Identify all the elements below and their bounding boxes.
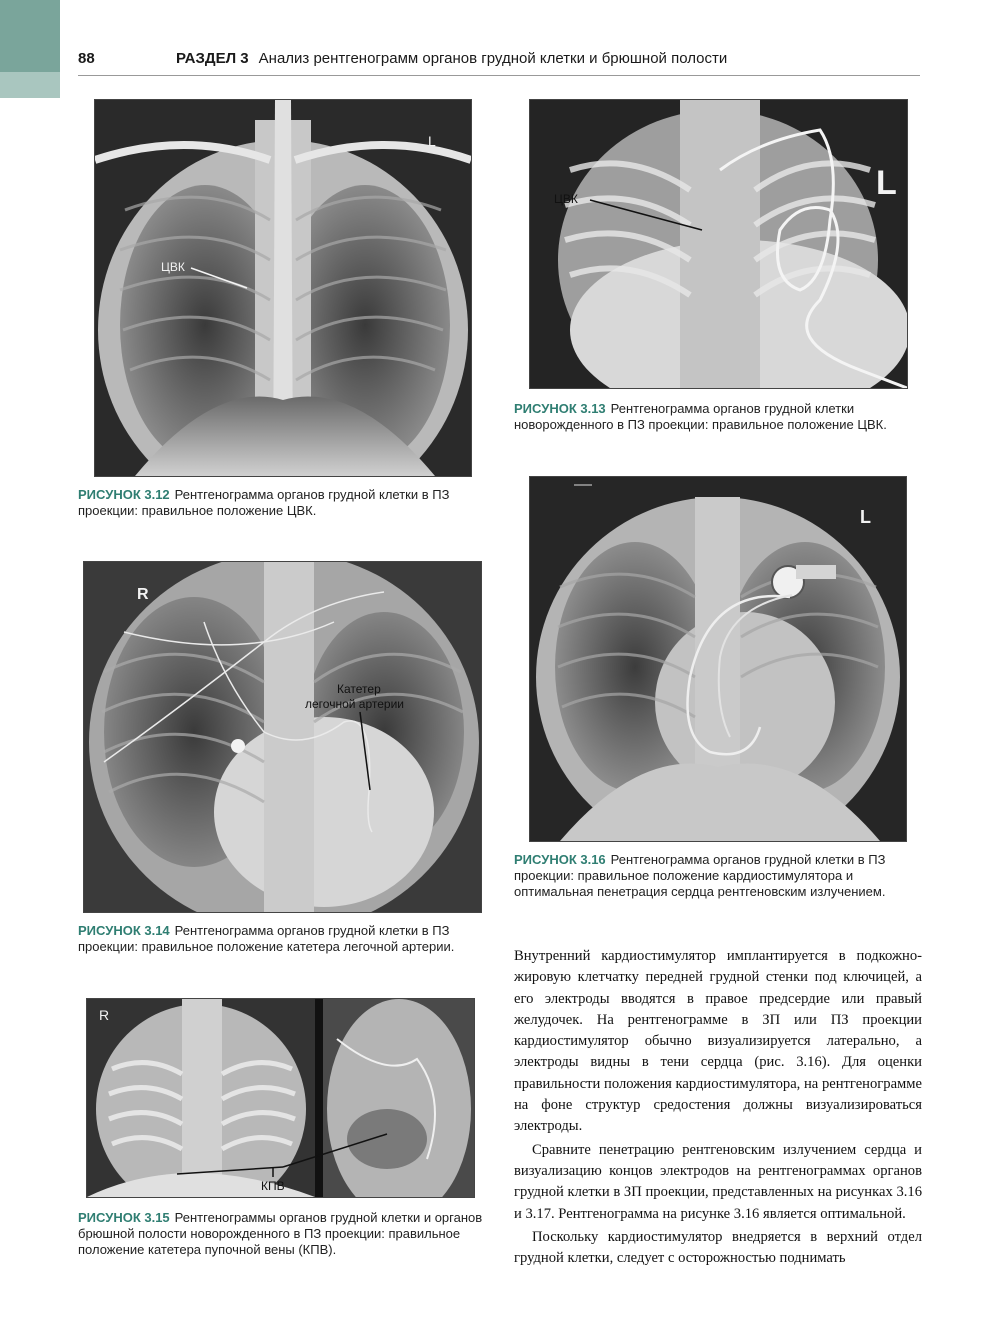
marker-l: L [428, 133, 436, 149]
caption-text: Рентгенограммы органов грудной клетки и органов брюшной полости новорожденного в ПЗ проекции: правильное положение катетера пупочной вены (КПВ). [78, 1210, 483, 1257]
figure-3-12-pointer [95, 100, 471, 476]
chapter-tab [0, 0, 60, 98]
body-text [514, 946, 922, 1269]
figure-3-14-image [83, 561, 482, 913]
section-label: РАЗДЕЛ 3 [176, 50, 249, 67]
figure-3-14-caption [78, 923, 490, 955]
caption-text: Рентгенограмма органов грудной клетки в ПЗ проекции: правильное положение кардиостимулятора и оптимальная пенетрация сердца рентгеновским излучением. [514, 852, 886, 899]
annotation-kpv: КПВ [261, 1179, 285, 1193]
marker-r: R [137, 586, 149, 603]
caption-label: РИСУНОК 3.15 [78, 1210, 170, 1225]
figure-3-13-caption [514, 401, 924, 433]
caption-text: Рентгенограмма органов грудной клетки в ПЗ проекции: правильное положение катетера легочной артерии. [78, 923, 455, 954]
paragraph: Сравните пенетрацию рентгеновским излучением сердца и визуализацию концов электродов на рентгенограммах органов грудной клетки в ЗП проекции, представленных на рисунках 3.16 и 3.17. Рентгенограмма на рисунке 3.16 является оптимальной. [514, 1141, 922, 1222]
paragraph: Внутренний кардиостимулятор имплантируется в подкожно-жировую клетчатку передней грудной стенки под ключицей, а его электроды вводятся в правое предсердие или правый желудочек. На рентгенограмме в ЗП или ПЗ проекции кардиостимулятор обычно визуализируется латерально, а электроды видны в тени сердца (рис. 3.16). Для оценки правильности положения кардиостимулятора, на рентгенограмме на фоне структур средостения должны визуализироваться электроды. [514, 948, 922, 1135]
annotation-cvk: ЦВК [161, 260, 185, 274]
paragraph: Поскольку кардиостимулятор внедряется в верхний отдел грудной клетки, следует с осторожностью поднимать [514, 1228, 922, 1267]
caption-text: Рентгенограмма органов грудной клетки новорожденного в ПЗ проекции: правильное положение ЦВК. [514, 401, 887, 432]
caption-label: РИСУНОК 3.13 [514, 401, 606, 416]
figure-3-15-image [86, 998, 475, 1198]
caption-label: РИСУНОК 3.12 [78, 487, 170, 502]
section-title: Анализ рентгенограмм органов грудной клетки и брюшной полости [258, 50, 728, 67]
running-header [176, 50, 727, 67]
chapter-tab-lower [0, 72, 60, 98]
figure-3-12-image [94, 99, 472, 477]
caption-label: РИСУНОК 3.16 [514, 852, 606, 867]
figure-3-13-image [529, 99, 908, 389]
figure-3-16-image [529, 476, 907, 842]
marker-l: L [860, 507, 871, 527]
annotation-pulmonary-artery: легочной артерии [305, 697, 404, 711]
caption-text: Рентгенограмма органов грудной клетки в ПЗ проекции: правильное положение ЦВК. [78, 487, 450, 518]
annotation-catheter: Катетер [337, 682, 381, 696]
page-number: 88 [78, 50, 95, 67]
figure-3-16-caption [514, 852, 924, 900]
marker-r: R [99, 1007, 110, 1023]
caption-label: РИСУНОК 3.14 [78, 923, 170, 938]
marker-l: L [876, 164, 897, 202]
annotation-cvk: ЦВК [554, 192, 578, 206]
header-rule [78, 75, 920, 76]
figure-3-15-caption [78, 1210, 490, 1258]
figure-3-12-caption [78, 487, 490, 519]
